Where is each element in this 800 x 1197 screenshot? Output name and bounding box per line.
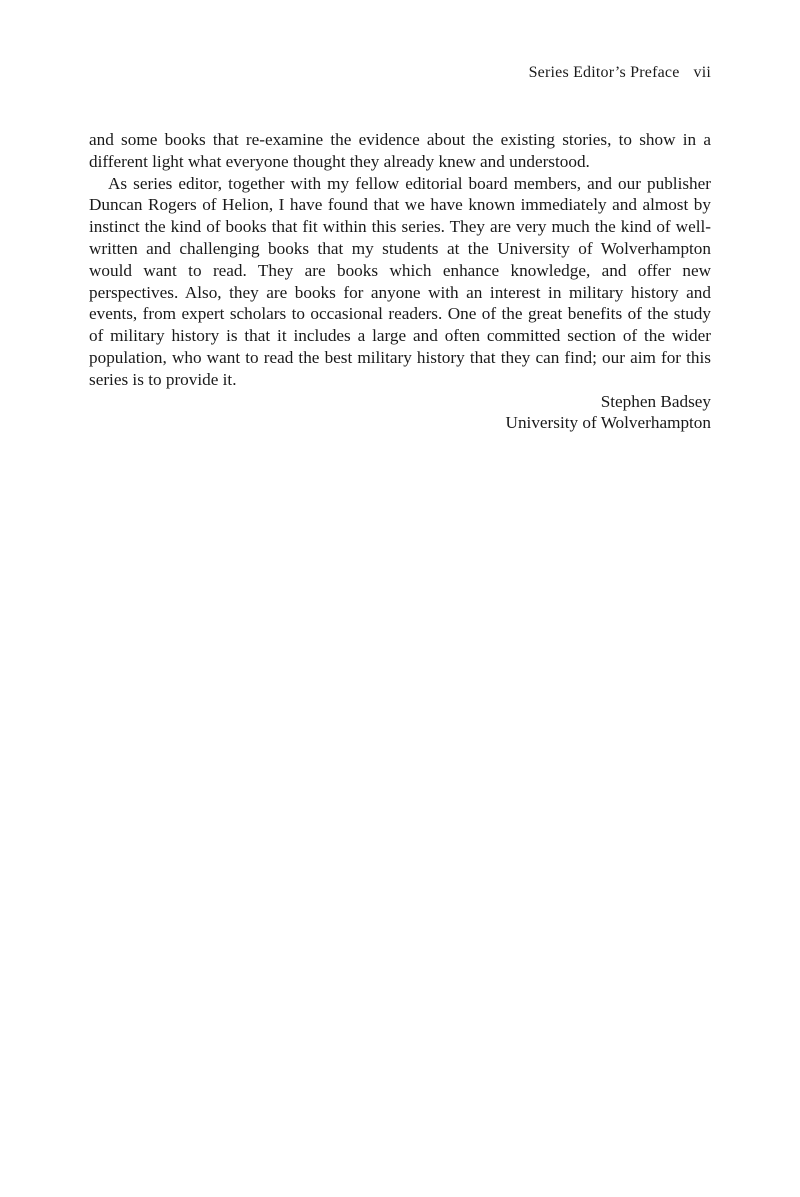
signature-affiliation: University of Wolverhampton [505, 413, 711, 433]
paragraph-series-editor: As series editor, together with my fellow editorial board members, and our publisher Duncan Rogers of Helion, I have found that we have known immediately and almost by instinct the kind of books that fit within this series. They are very much the kind of well-written and challenging books that my students at the University of Wolverhampton would want to read. They are books which enhance knowledge, and offer new perspectives. Also, they are books for anyone with an interest in military history and events, from expert scholars to occasional readers. One of the great benefits of the study of military history is that it includes a large and often committed section of the wider population, who want to read the best military history that they can find; our aim for this series is to provide it. [89, 173, 711, 389]
paragraph-continuation: and some books that re-examine the evidence about the existing stories, to show in a different light what everyone thought they already knew and understood. [89, 130, 711, 171]
signature-block [89, 391, 711, 435]
running-head [529, 63, 711, 83]
preface-body [89, 129, 711, 434]
signature-name: Stephen Badsey [600, 391, 711, 411]
running-head-title: Series Editor’s Preface [528, 64, 680, 81]
page-number: vii [693, 64, 711, 81]
